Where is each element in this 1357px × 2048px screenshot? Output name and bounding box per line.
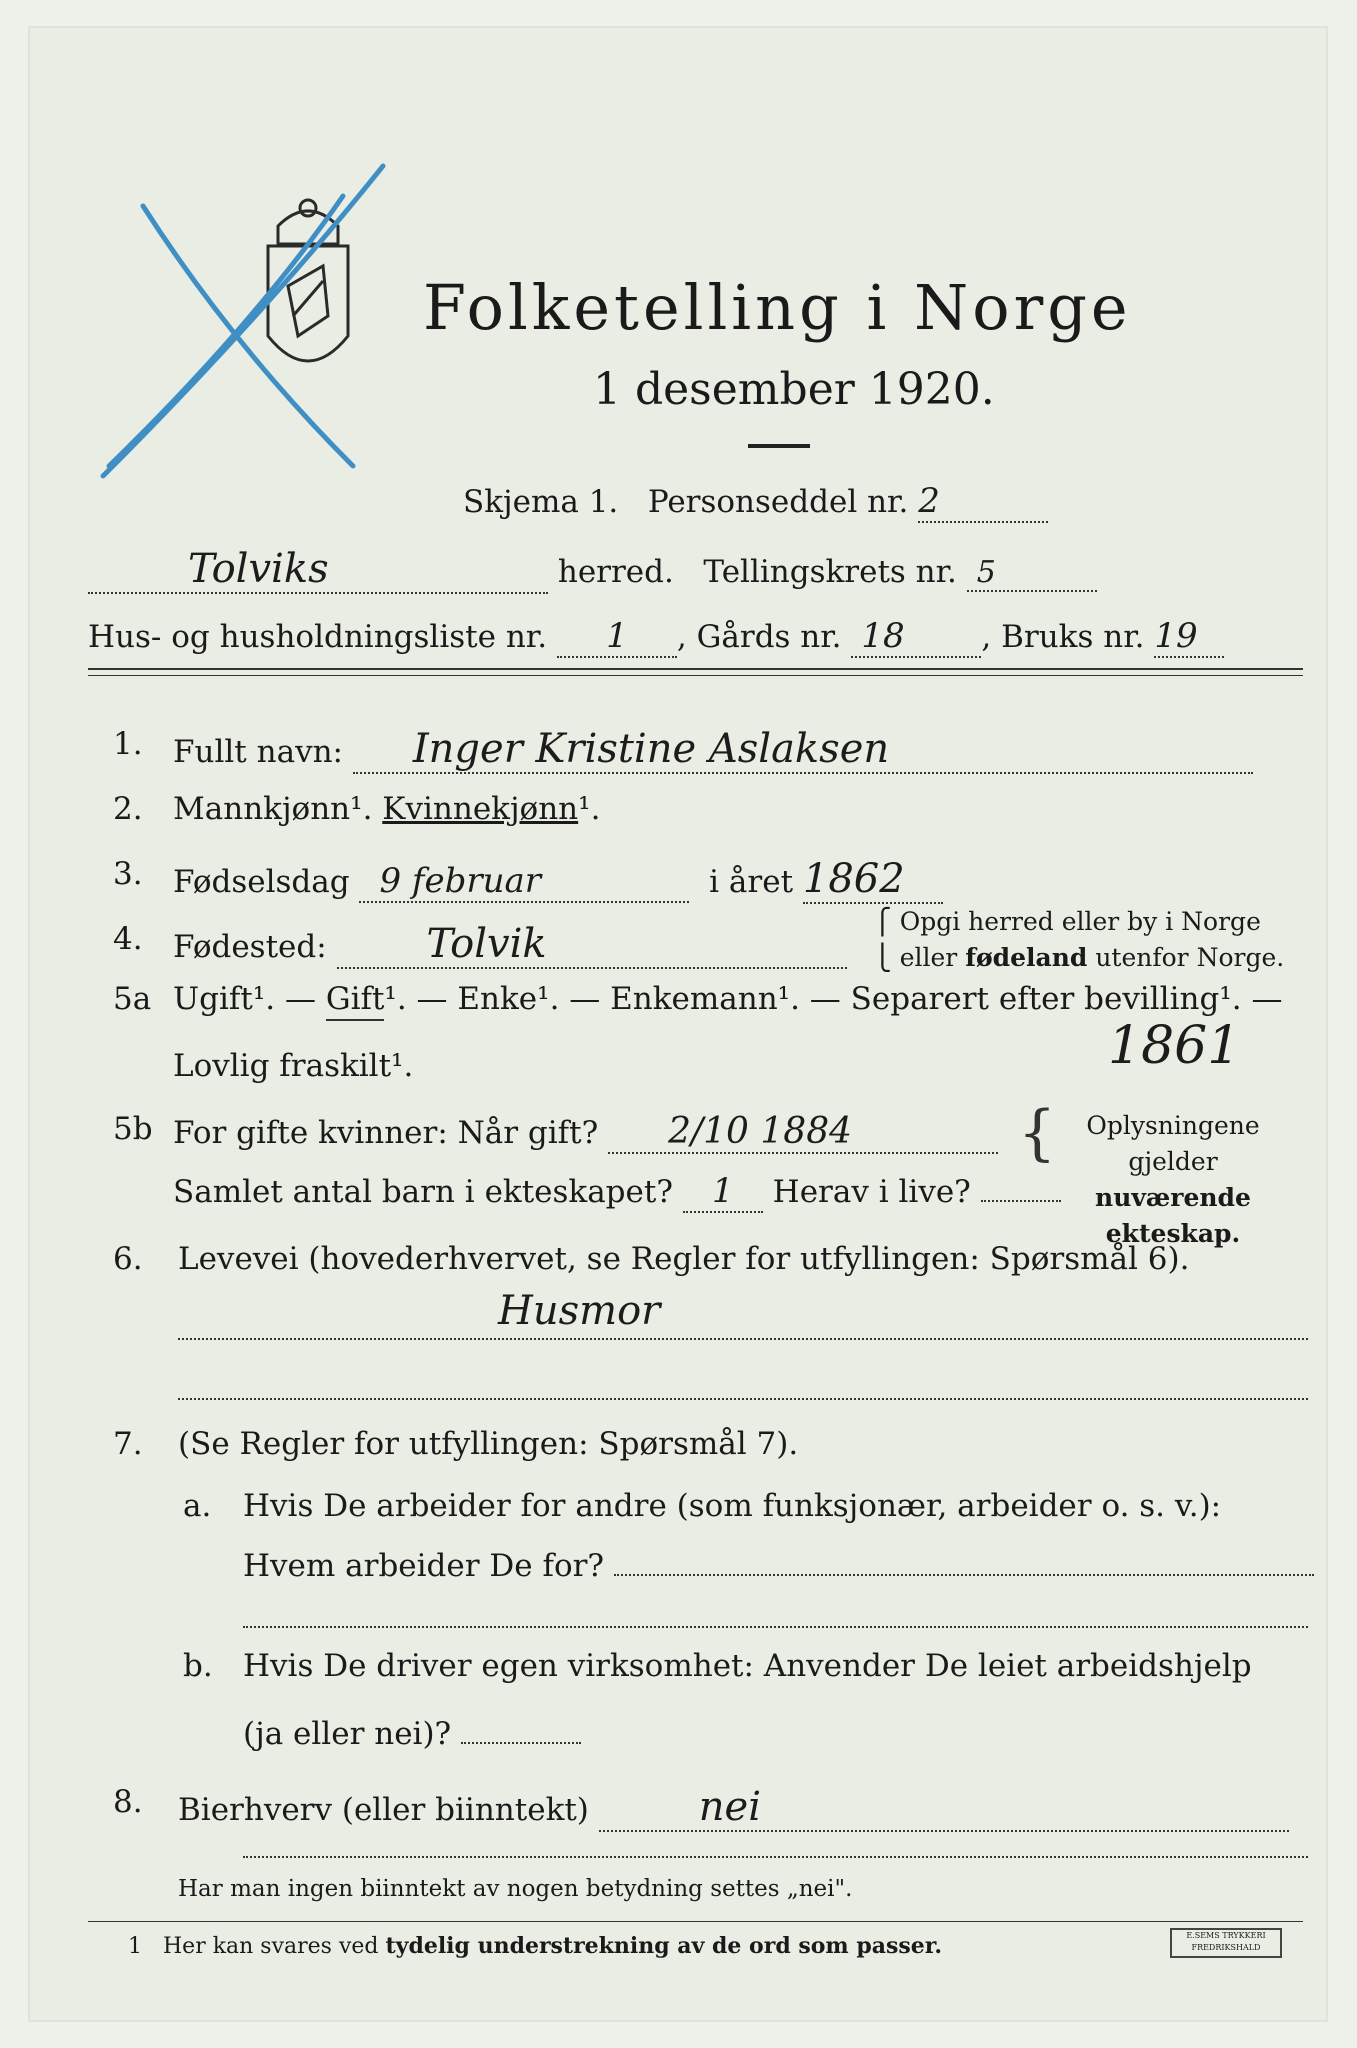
fodselsdag-field[interactable]: 9 februar <box>359 861 689 903</box>
census-form-page <box>28 26 1328 2022</box>
nar-gift-label: For gifte kvinner: Når gift? <box>173 1115 599 1151</box>
year-field[interactable]: 1862 <box>803 856 943 904</box>
q2-number: 2. <box>113 791 143 827</box>
fodselsdag-label: Fødselsdag <box>173 864 350 900</box>
bruks-field[interactable]: 19 <box>1154 616 1224 658</box>
personseddel-field[interactable]: 2 <box>918 481 1048 523</box>
ekteskap-note-1: Oplysningene <box>1086 1111 1260 1140</box>
q5a-line1 <box>173 981 1282 1017</box>
q4-line <box>173 921 847 969</box>
q2-line <box>173 791 600 827</box>
levevei-field-1[interactable] <box>178 1338 1308 1340</box>
census-date: 1 desember 1920. <box>593 364 995 415</box>
q7-number: 7. <box>113 1426 143 1462</box>
mannkjonn-option[interactable]: Mannkjønn¹. <box>173 791 373 827</box>
q7b-number: b. <box>183 1648 213 1684</box>
fodested-note-1: Opgi herred eller by i Norge <box>899 907 1261 936</box>
q1-number: 1. <box>113 726 143 762</box>
herred-label: herred. <box>557 554 674 590</box>
fodested-note-2: eller <box>899 943 958 972</box>
q4-number: 4. <box>113 921 143 957</box>
hvem-arbeider-field-2[interactable] <box>243 1626 1308 1628</box>
personseddel-label: Personseddel nr. <box>647 484 909 520</box>
lovlig-fraskilt-option[interactable]: Lovlig fraskilt¹. <box>173 1048 414 1084</box>
q8-number: 8. <box>113 1784 143 1820</box>
ugift-option[interactable]: Ugift¹. — <box>173 981 316 1017</box>
bierhverv-field-2[interactable] <box>243 1856 1308 1858</box>
margin-note: 1861 <box>1108 1016 1241 1076</box>
hus-field[interactable]: 1 <box>557 616 677 658</box>
fodested-label: Fødested: <box>173 929 327 965</box>
tellingskrets-field[interactable]: 5 <box>967 554 1097 592</box>
hvem-arbeider-label: Hvem arbeider De for? <box>243 1548 605 1584</box>
bierhverv-label: Bierhverv (eller biinntekt) <box>178 1792 589 1828</box>
antal-barn-field[interactable]: 1 <box>683 1171 763 1213</box>
ekteskap-note <box>1048 1108 1298 1252</box>
gift-option[interactable]: Gift <box>326 981 385 1021</box>
q3-number: 3. <box>113 856 143 892</box>
q7a-label: Hvis De arbeider for andre (som funksjonær, arbeider o. s. v.): <box>243 1488 1222 1524</box>
footnote-bold: tydelig understrekning av de ord som passer. <box>385 1933 942 1959</box>
brace-icon: { <box>1018 1098 1057 1168</box>
other-marital-options[interactable]: ¹. — Enke¹. — Enkemann¹. — Separert efter bevilling¹. — <box>384 981 1283 1017</box>
bruks-label: , Bruks nr. <box>981 619 1145 655</box>
gards-label: , Gårds nr. <box>676 619 842 655</box>
q5b-number: 5b <box>113 1111 153 1147</box>
nuvaerende-bold: nuværende <box>1095 1183 1251 1212</box>
footer-note: Har man ingen biinntekt av nogen betydning settes „nei". <box>178 1876 853 1902</box>
header-rule <box>88 668 1303 676</box>
gards-field[interactable]: 18 <box>851 616 981 658</box>
footnote-number: 1 <box>128 1934 142 1959</box>
skjema-label: Skjema 1. <box>463 484 619 520</box>
bierhverv-field[interactable]: nei <box>599 1784 1289 1832</box>
herred-line <box>88 546 1097 594</box>
antal-barn-label: Samlet antal barn i ekteskapet? <box>173 1174 673 1210</box>
printer-stamp: E.SEMS TRYKKERI FREDRIKSHALD <box>1170 1928 1282 1958</box>
ja-nei-label: (ja eller nei)? <box>243 1716 452 1752</box>
fodested-note: ⎧ Opgi herred eller by i Norge ⎩ eller fødeland utenfor Norge. <box>873 907 1285 972</box>
fullt-navn-label: Fullt navn: <box>173 734 343 770</box>
q7b-label: Hvis De driver egen virksomhet: Anvender De leiet arbeidshjelp <box>243 1648 1252 1684</box>
fodested-field[interactable]: Tolvik <box>337 921 847 969</box>
footnote <box>128 1933 942 1959</box>
husholdning-line <box>88 616 1224 658</box>
tellingskrets-label: Tellingskrets nr. <box>703 554 957 590</box>
q7a-line2 <box>243 1548 1314 1584</box>
q6-number: 6. <box>113 1241 143 1277</box>
title-divider <box>748 444 810 448</box>
footer-rule <box>88 1921 1303 1922</box>
q7-label: (Se Regler for utfyllingen: Spørsmål 7). <box>178 1426 799 1462</box>
ja-nei-field[interactable] <box>461 1742 581 1744</box>
q3-line <box>173 856 943 904</box>
q1-line <box>173 726 1253 774</box>
hvem-arbeider-field[interactable] <box>614 1574 1314 1576</box>
ekteskap-note-2: gjelder <box>1128 1147 1218 1176</box>
q5a-number: 5a <box>113 981 152 1017</box>
levevei-value: Husmor <box>498 1288 661 1334</box>
q5b-line1 <box>173 1111 998 1154</box>
form-title: Folketelling i Norge <box>423 271 1132 344</box>
blue-cross-mark <box>83 136 403 496</box>
hus-label: Hus- og husholdningsliste nr. <box>88 619 548 655</box>
herred-field[interactable]: Tolviks <box>88 546 548 594</box>
q7b-line2 <box>243 1716 581 1752</box>
kvinnekjonn-option[interactable]: Kvinnekjønn <box>382 791 579 827</box>
footnote-text: Her kan svares ved <box>162 1934 379 1959</box>
nar-gift-field[interactable]: 2/10 1884 <box>608 1111 998 1154</box>
herav-i-live-label: Herav i live? <box>772 1174 971 1210</box>
levevei-field-2[interactable] <box>178 1398 1308 1400</box>
q5b-line2 <box>173 1171 1061 1213</box>
q7a-number: a. <box>183 1488 212 1524</box>
ekteskap-note-3: ekteskap. <box>1105 1219 1241 1248</box>
q8-line <box>178 1784 1289 1832</box>
levevei-label: Levevei (hovederhvervet, se Regler for utfyllingen: Spørsmål 6). <box>178 1241 1190 1277</box>
fullt-navn-field[interactable]: Inger Kristine Aslaksen <box>353 726 1253 774</box>
year-label: i året <box>709 864 794 900</box>
kvinnekjonn-footnote: ¹. <box>578 791 601 827</box>
fodested-note-2-end: utenfor Norge. <box>1095 943 1285 972</box>
fodeland-bold: fødeland <box>965 943 1088 972</box>
skjema-line <box>463 481 1048 523</box>
